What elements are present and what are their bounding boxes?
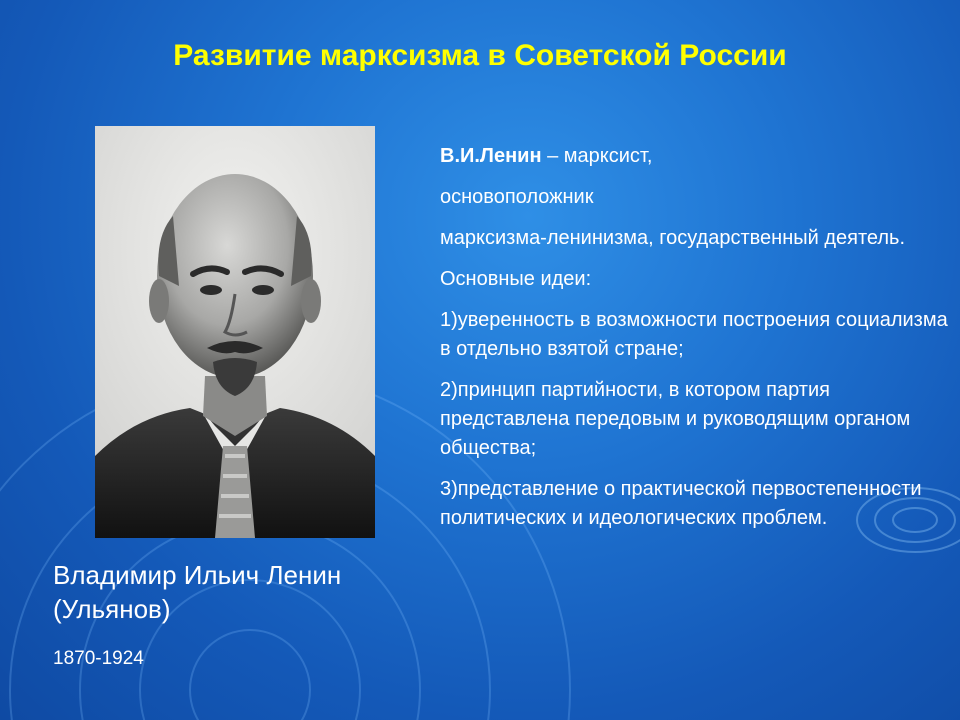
caption-name-line2: (Ульянов) [53, 594, 171, 624]
intro-line2: основоположник [440, 186, 594, 208]
intro-bold-name: В.И.Ленин [440, 145, 542, 167]
content-text-block [440, 142, 955, 545]
idea-item: 2)принцип партийности, в котором партия представлена передовым и руководящим органом общества; [440, 379, 911, 459]
intro-paragraph [440, 142, 955, 171]
caption-name-line1: Владимир Ильич Ленин [53, 560, 342, 590]
intro-line3: марксизма-ленинизма, государственный деятель. [440, 227, 905, 249]
portrait-caption-name [53, 558, 413, 626]
idea-item: 1)уверенность в возможности построения социализма в отдельно взятой стране; [440, 309, 948, 360]
portrait-caption-years: 1870-1924 [53, 648, 144, 669]
lenin-portrait [95, 126, 375, 538]
slide-title: Развитие марксизма в Советской России [173, 39, 787, 72]
ideas-heading: Основные идеи: [440, 268, 592, 290]
idea-item: 3)представление о практической первостепенности политических и идеологических проблем. [440, 478, 922, 529]
intro-rest: – марксист, [541, 145, 653, 167]
